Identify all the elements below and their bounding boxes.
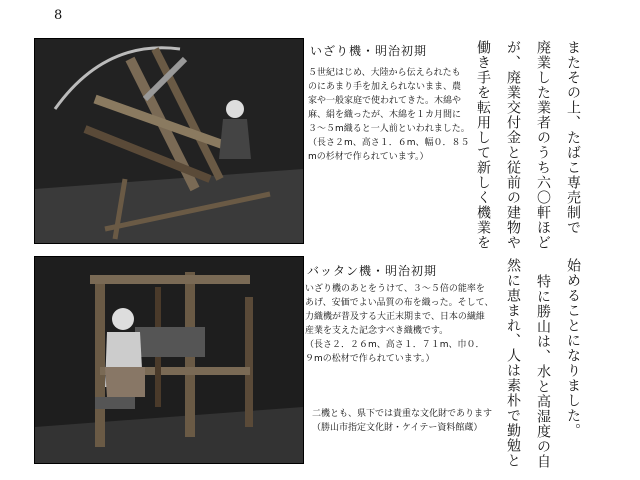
izari-loom-caption [308, 66, 470, 164]
caption-line: ５世紀はじめ、大陸から伝えられたも [308, 68, 461, 78]
vertical-text-line: またその上、たばこ専売制で [565, 40, 581, 235]
vertical-text-line: 然に恵まれ、人は素朴で勤勉と [505, 258, 521, 468]
battan-loom-illustration [35, 257, 303, 463]
izari-loom-illustration [35, 39, 303, 243]
caption-line: ９mの松材で作られています。） [305, 354, 435, 364]
vertical-text-line: が、廃業交付金と従前の建物や [505, 40, 521, 250]
caption-line: 産業を支えた記念すべき織機です。 [305, 326, 449, 336]
caption-line: 麻、絹を織ったが、木綿を１カ月間に [308, 110, 462, 120]
caption-line: 力織機が普及する大正末期まで、日本の繊維 [305, 312, 485, 322]
vertical-text-line: 始めることになりました。 [565, 258, 581, 438]
cultural-property-note [312, 407, 492, 435]
battan-loom-caption [305, 282, 493, 366]
izari-loom-title: いざり機・明治初期 [310, 44, 428, 58]
caption-line: （長さ２．２６m、高さ１．７１m、巾０． [305, 340, 485, 350]
caption-line: （長さ２m、高さ１．６m、幅０．８５ [308, 138, 470, 148]
note-line: 二機とも、県下では貴重な文化財であります [312, 409, 493, 419]
caption-line: ３～５m織ると一人前といわれました。 [308, 124, 470, 134]
caption-line: あげ、安価でよい品質の布を織った。そして、 [305, 298, 494, 308]
vertical-text-line: 特に勝山は、水と高湿度の自 [535, 274, 551, 469]
caption-line: いざり機のあとをうけて、３～５倍の能率を [305, 284, 485, 294]
note-line: （勝山市指定文化財・ケイテー資料館蔵） [312, 423, 483, 433]
caption-line: のにあまり手を加えられないまま、農 [308, 82, 462, 92]
battan-loom-title: バッタン機・明治初期 [307, 264, 438, 278]
vertical-text-line: 働き手を転用して新しく機業を [475, 40, 491, 250]
caption-line: 家や一般家庭で使われてきた。木綿や [308, 96, 462, 106]
caption-line: mの杉材で作られています。） [308, 152, 429, 162]
battan-loom-photo [34, 256, 304, 464]
izari-loom-photo [34, 38, 304, 244]
vertical-text-line: 廃業した業者のうち六〇軒ほど [535, 40, 551, 250]
page-number: 8 [54, 8, 63, 23]
